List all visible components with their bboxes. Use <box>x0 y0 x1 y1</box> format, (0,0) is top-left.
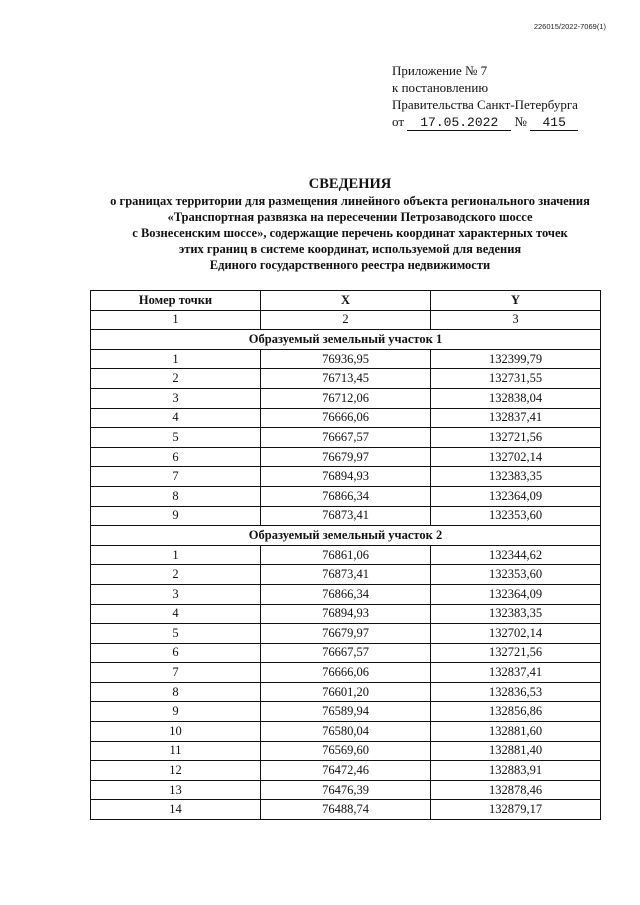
x-coordinate-cell: 76666,06 <box>261 663 431 683</box>
y-coordinate-cell: 132879,17 <box>431 800 601 820</box>
table-row <box>91 584 601 604</box>
y-coordinate-cell: 132881,60 <box>431 722 601 742</box>
title-line: Единого государственного реестра недвижимости <box>209 258 491 272</box>
table-row <box>91 408 601 428</box>
table-row <box>91 565 601 585</box>
number-prefix: № <box>514 114 527 129</box>
x-coordinate-cell: 76476,39 <box>261 780 431 800</box>
section-title-row <box>91 330 601 350</box>
y-coordinate-cell: 132856,86 <box>431 702 601 722</box>
table-row <box>91 486 601 506</box>
column-header-x: X <box>261 291 431 311</box>
x-coordinate-cell: 76488,74 <box>261 800 431 820</box>
x-coordinate-cell: 76712,06 <box>261 388 431 408</box>
section-title: Образуемый земельный участок 2 <box>91 526 601 546</box>
point-number-cell: 6 <box>91 447 261 467</box>
column-index: 1 <box>91 310 261 330</box>
y-coordinate-cell: 132399,79 <box>431 349 601 369</box>
x-coordinate-cell: 76589,94 <box>261 702 431 722</box>
x-coordinate-cell: 76679,97 <box>261 447 431 467</box>
x-coordinate-cell: 76679,97 <box>261 624 431 644</box>
point-number-cell: 3 <box>91 388 261 408</box>
point-number-cell: 10 <box>91 722 261 742</box>
x-coordinate-cell: 76580,04 <box>261 722 431 742</box>
appendix-date-line <box>392 113 578 131</box>
date-prefix: от <box>392 114 405 129</box>
table-body <box>91 310 601 819</box>
point-number-cell: 8 <box>91 682 261 702</box>
title-line: этих границ в системе координат, используемой для ведения <box>178 242 522 256</box>
y-coordinate-cell: 132353,60 <box>431 565 601 585</box>
column-index: 2 <box>261 310 431 330</box>
x-coordinate-cell: 76861,06 <box>261 545 431 565</box>
y-coordinate-cell: 132702,14 <box>431 624 601 644</box>
table-row <box>91 447 601 467</box>
point-number-cell: 2 <box>91 565 261 585</box>
y-coordinate-cell: 132702,14 <box>431 447 601 467</box>
point-number-cell: 13 <box>91 780 261 800</box>
y-coordinate-cell: 132721,56 <box>431 428 601 448</box>
y-coordinate-cell: 132364,09 <box>431 584 601 604</box>
decree-date: 17.05.2022 <box>407 116 511 131</box>
section-title: Образуемый земельный участок 1 <box>91 330 601 350</box>
y-coordinate-cell: 132344,62 <box>431 545 601 565</box>
table-row <box>91 682 601 702</box>
y-coordinate-cell: 132721,56 <box>431 643 601 663</box>
table-row <box>91 388 601 408</box>
column-index: 3 <box>431 310 601 330</box>
table-row <box>91 741 601 761</box>
y-coordinate-cell: 132383,35 <box>431 467 601 487</box>
y-coordinate-cell: 132364,09 <box>431 486 601 506</box>
appendix-line-2: к постановлению <box>392 80 489 95</box>
section-title-row <box>91 526 601 546</box>
y-coordinate-cell: 132836,53 <box>431 682 601 702</box>
table-row <box>91 663 601 683</box>
table-row <box>91 349 601 369</box>
title-line: «Транспортная развязка на пересечении Петрозаводского шоссе <box>167 210 533 224</box>
y-coordinate-cell: 132837,41 <box>431 663 601 683</box>
coordinates-table <box>90 290 601 820</box>
point-number-cell: 14 <box>91 800 261 820</box>
y-coordinate-cell: 132383,35 <box>431 604 601 624</box>
y-coordinate-cell: 132731,55 <box>431 369 601 389</box>
y-coordinate-cell: 132837,41 <box>431 408 601 428</box>
x-coordinate-cell: 76873,41 <box>261 565 431 585</box>
column-header-point-number: Номер точки <box>91 291 261 311</box>
table-row <box>91 761 601 781</box>
document-registration-number: 226015/2022-7069(1) <box>533 22 606 31</box>
x-coordinate-cell: 76866,34 <box>261 584 431 604</box>
x-coordinate-cell: 76873,41 <box>261 506 431 526</box>
column-index-row <box>91 310 601 330</box>
table-row <box>91 722 601 742</box>
column-header-y: Y <box>431 291 601 311</box>
x-coordinate-cell: 76713,45 <box>261 369 431 389</box>
point-number-cell: 12 <box>91 761 261 781</box>
table-row <box>91 643 601 663</box>
point-number-cell: 2 <box>91 369 261 389</box>
point-number-cell: 4 <box>91 604 261 624</box>
point-number-cell: 5 <box>91 428 261 448</box>
table-row <box>91 624 601 644</box>
table-header-row <box>91 291 601 311</box>
point-number-cell: 7 <box>91 663 261 683</box>
point-number-cell: 9 <box>91 506 261 526</box>
table-row <box>91 604 601 624</box>
point-number-cell: 9 <box>91 702 261 722</box>
title-line: о границах территории для размещения линейного объекта регионального значения <box>110 194 590 208</box>
table-row <box>91 467 601 487</box>
y-coordinate-cell: 132883,91 <box>431 761 601 781</box>
table-row <box>91 506 601 526</box>
x-coordinate-cell: 76601,20 <box>261 682 431 702</box>
x-coordinate-cell: 76866,34 <box>261 486 431 506</box>
point-number-cell: 1 <box>91 349 261 369</box>
point-number-cell: 7 <box>91 467 261 487</box>
x-coordinate-cell: 76894,93 <box>261 604 431 624</box>
table-row <box>91 780 601 800</box>
y-coordinate-cell: 132881,40 <box>431 741 601 761</box>
table-row <box>91 545 601 565</box>
point-number-cell: 8 <box>91 486 261 506</box>
x-coordinate-cell: 76667,57 <box>261 643 431 663</box>
point-number-cell: 6 <box>91 643 261 663</box>
y-coordinate-cell: 132838,04 <box>431 388 601 408</box>
x-coordinate-cell: 76472,46 <box>261 761 431 781</box>
decree-number: 415 <box>530 116 578 131</box>
x-coordinate-cell: 76894,93 <box>261 467 431 487</box>
point-number-cell: 1 <box>91 545 261 565</box>
x-coordinate-cell: 76569,60 <box>261 741 431 761</box>
point-number-cell: 3 <box>91 584 261 604</box>
appendix-line-3: Правительства Санкт-Петербурга <box>392 97 578 112</box>
y-coordinate-cell: 132878,46 <box>431 780 601 800</box>
appendix-line-1: Приложение № 7 <box>392 63 488 78</box>
table-row <box>91 702 601 722</box>
x-coordinate-cell: 76667,57 <box>261 428 431 448</box>
y-coordinate-cell: 132353,60 <box>431 506 601 526</box>
point-number-cell: 4 <box>91 408 261 428</box>
appendix-block <box>392 62 578 131</box>
title-heading: СВЕДЕНИЯ <box>308 176 392 192</box>
point-number-cell: 11 <box>91 741 261 761</box>
table-row <box>91 369 601 389</box>
x-coordinate-cell: 76666,06 <box>261 408 431 428</box>
table-row <box>91 428 601 448</box>
table-row <box>91 800 601 820</box>
document-title <box>80 176 620 273</box>
point-number-cell: 5 <box>91 624 261 644</box>
x-coordinate-cell: 76936,95 <box>261 349 431 369</box>
title-line: с Вознесенским шоссе», содержащие перечень координат характерных точек <box>132 226 568 240</box>
